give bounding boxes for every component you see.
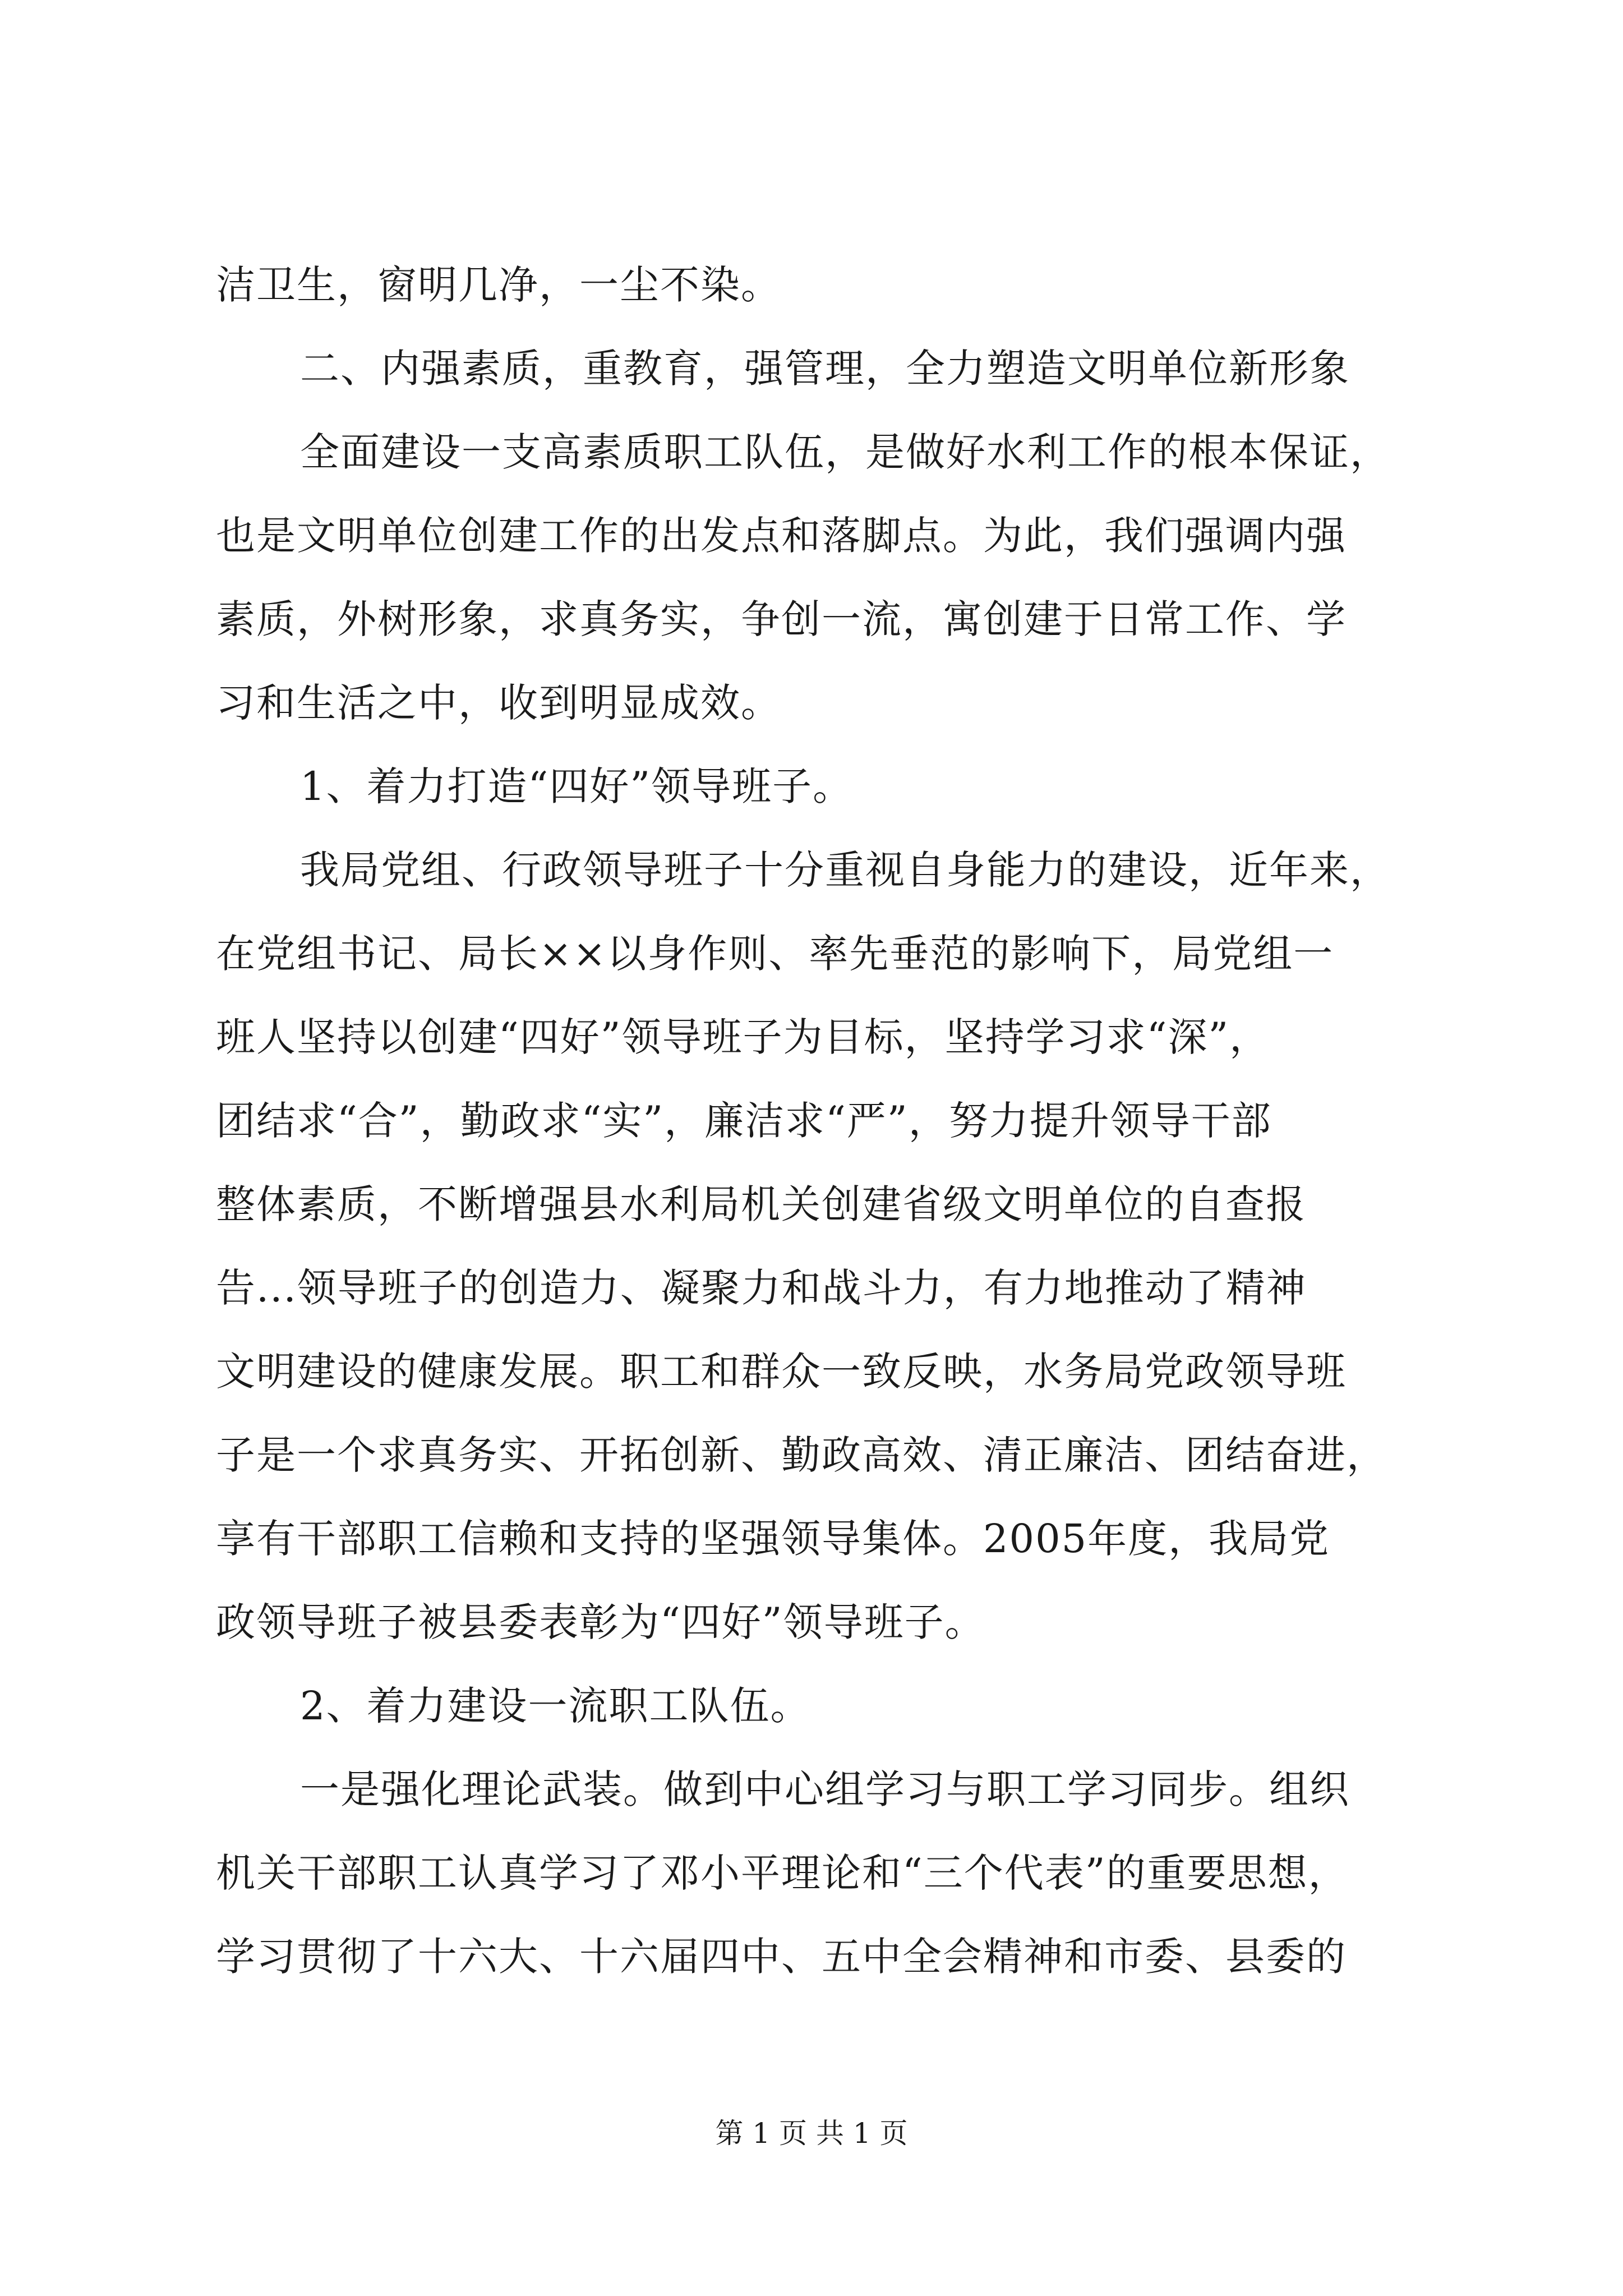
- text-line: 在党组书记、局长××以身作则、率先垂范的影响下，局党组一: [216, 931, 1334, 977]
- text-line: 洁卫生，窗明几净，一尘不染。: [216, 262, 781, 308]
- text-line: 团结求“合”，勤政求“实”，廉洁求“严”，努力提升领导干部: [216, 1098, 1272, 1144]
- text-line: 享有干部职工信赖和支持的坚强领导集体。2005年度，我局党: [216, 1516, 1330, 1562]
- text-line: 文明建设的健康发展。职工和群众一致反映，水务局党政领导班: [216, 1349, 1347, 1395]
- subsection-heading: 2、着力建设一流职工队伍。: [300, 1683, 811, 1729]
- text-line: 素质，外树形象，求真务实，争创一流，寓创建于日常工作、学: [216, 596, 1347, 642]
- subsection-heading: 1、着力打造“四好”领导班子。: [300, 763, 854, 809]
- text-line: 我局党组、行政领导班子十分重视自身能力的建设，近年来，: [300, 847, 1390, 893]
- section-heading: 二、内强素质，重教育，强管理，全力塑造文明单位新形象: [300, 346, 1350, 392]
- text-line: 政领导班子被县委表彰为“四好”领导班子。: [216, 1599, 985, 1645]
- text-line: 学习贯彻了十六大、十六届四中、五中全会精神和市委、县委的: [216, 1934, 1347, 1980]
- text-line: 子是一个求真务实、开拓创新、勤政高效、清正廉洁、团结奋进，: [216, 1432, 1387, 1478]
- text-line: 全面建设一支高素质职工队伍，是做好水利工作的根本保证，: [300, 429, 1390, 475]
- text-line: 告...领导班子的创造力、凝聚力和战斗力，有力地推动了精神: [216, 1265, 1307, 1311]
- text-line: 也是文明单位创建工作的出发点和落脚点。为此，我们强调内强: [216, 513, 1347, 559]
- text-line: 一是强化理论武装。做到中心组学习与职工学习同步。组织: [300, 1766, 1350, 1812]
- text-line: 习和生活之中，收到明显成效。: [216, 680, 781, 726]
- text-line: 整体素质，不断增强县水利局机关创建省级文明单位的自查报: [216, 1181, 1306, 1227]
- text-line: 班人坚持以创建“四好”领导班子为目标，坚持学习求“深”，: [216, 1014, 1270, 1060]
- page-footer: 第 1 页 共 1 页: [715, 2117, 908, 2150]
- text-line: 机关干部职工认真学习了邓小平理论和“三个代表”的重要思想，: [216, 1850, 1349, 1896]
